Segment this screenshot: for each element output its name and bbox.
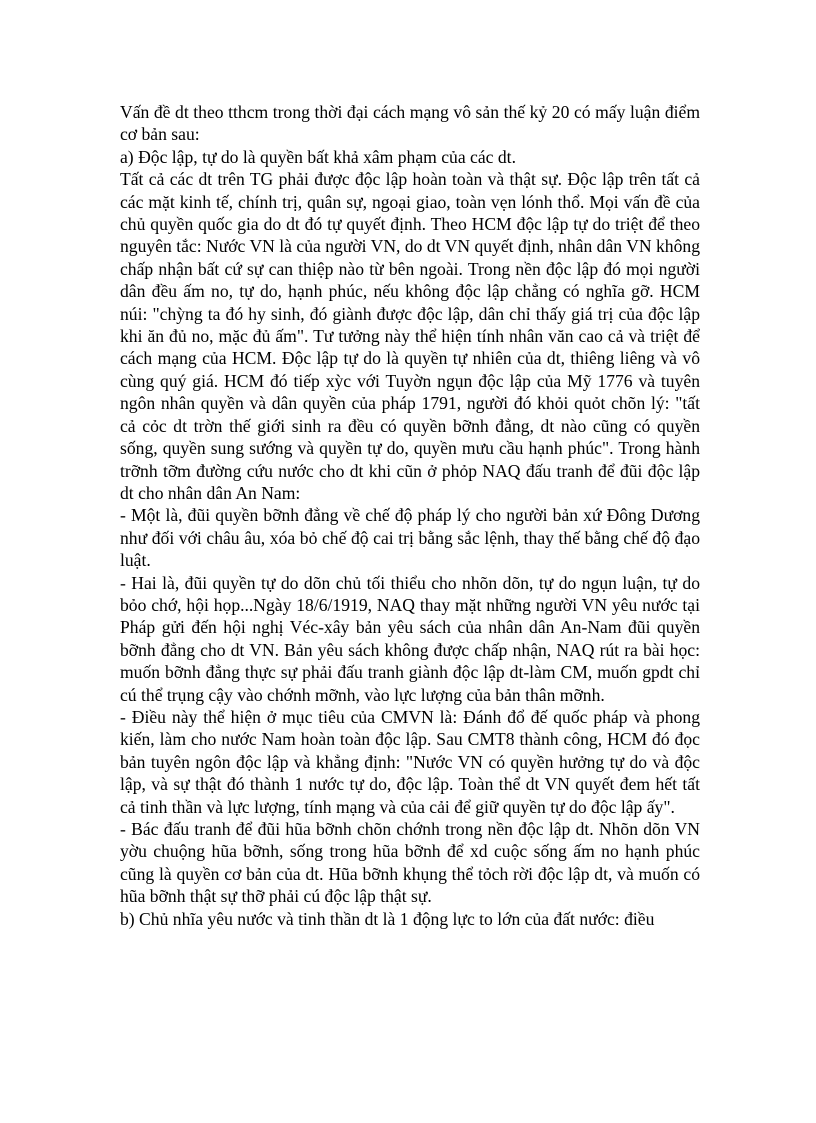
document-page — [120, 101, 700, 930]
revolution-goal-paragraph: - Điều này thể hiện ở mục tiêu của CMVN là: Đánh đổ đế quốc pháp và phong kiến, làm cho nước Nam hoàn toàn độc lập. Sau CMT8 thành công, HCM đó đọc bản tuyên ngôn độc lập và khẳng định: "Nước VN có quyền hưởng tự do và độc lập, và sự thật đó thành 1 nước tự do, độc lập. Toàn thể dt VN quyết đem hết tất cả tinh thần và lực lượng, tính mạng và của cải để giữ quyền tự do độc lập ấy". — [120, 706, 700, 817]
independence-paragraph: Tất cả các dt trên TG phải được độc lập hoàn toàn và thật sự. Độc lập trên tất cả các mặt kinh tế, chính trị, quân sự, ngoại giao, toàn vẹn lónh thổ. Mọi vấn đề của chủ quyền quốc gia do dt đó tự quyết định. Theo HCM độc lập tự do triệt để theo nguyên tắc: Nước VN là của người VN, do dt VN quyết định, nhân dân VN không chấp nhận bất cứ sự can thiệp nào từ bên ngoài. Trong nền độc lập đó mọi người dân đều ấm no, tự do, hạnh phúc, nếu không độc lập chẳng có nghĩa gỡ. HCM núi: "chỳng ta đó hy sinh, đó giành được độc lập, dân chỉ thấy giá trị của độc lập khi ăn đủ no, mặc đủ ấm". Tư tưởng này thể hiện tính nhân văn cao cả và triệt để cách mạng của HCM. Độc lập tự do là quyền tự nhiên của dt, thiêng liêng và vô cùng quý giá. HCM đó tiếp xỳc với Tuyờn ngụn độc lập của Mỹ 1776 và tuyên ngôn nhân quyền và dân quyền của pháp 1791, người đó khỏi quỏt chõn lý: "tất cả cỏc dt trờn thế giới sinh ra đều có quyền bỡnh đẳng, dt nào cũng có quyền sống, quyền sung sướng và quyền tự do, quyền mưu cầu hạnh phúc". Trong hành trỡnh tỡm đường cứu nước cho dt khi cũn ở phỏp NAQ đấu tranh để đũi độc lập dt cho nhân dân An Nam: — [120, 169, 700, 503]
section-b-heading: b) Chủ nhĩa yêu nước và tinh thần dt là 1 động lực to lớn của đất nước: điều — [120, 908, 655, 929]
intro-paragraph: Vấn đề dt theo tthcm trong thời đại cách mạng vô sản thế kỷ 20 có mấy luận điểm cơ bản sau: — [120, 102, 700, 145]
point-two-paragraph: - Hai là, đũi quyền tự do dõn chủ tối thiểu cho nhõn dõn, tự do ngụn luận, tự do bỏo chớ, hội họp...Ngày 18/6/1919, NAQ thay mặt những người VN yêu nước tại Pháp gửi đến hội nghị Véc-xây bản yêu sách của nhân dân An-Nam đũi quyền bỡnh đẳng cho dt VN. Bản yêu sách không được chấp nhận, NAQ rút ra bài học: muốn bỡnh đẳng thực sự phải đấu tranh giành độc lập dt-làm CM, muốn gpdt chỉ cú thể trụng cậy vào chớnh mỡnh, vào lực lượng của bản thân mỡnh. — [120, 572, 700, 705]
peace-paragraph: - Bác đấu tranh để đũi hũa bỡnh chõn chớnh trong nền độc lập dt. Nhõn dõn VN yờu chuộng hũa bỡnh, sống trong hũa bỡnh để xd cuộc sống ấm no hạnh phúc cũng là quyền cơ bản của dt. Hũa bỡnh khụng thể tỏch rời độc lập dt, và muốn có hũa bỡnh thật sự thỡ phải cú độc lập thật sự. — [120, 819, 700, 907]
point-one-paragraph: - Một là, đũi quyền bỡnh đẳng về chế độ pháp lý cho người bản xứ Đông Dương như đối với châu âu, xóa bỏ chế độ cai trị bằng sắc lệnh, thay thế bằng chế độ đạo luật. — [120, 505, 700, 571]
section-a-heading: a) Độc lập, tự do là quyền bất khả xâm phạm của các dt. — [120, 146, 516, 167]
